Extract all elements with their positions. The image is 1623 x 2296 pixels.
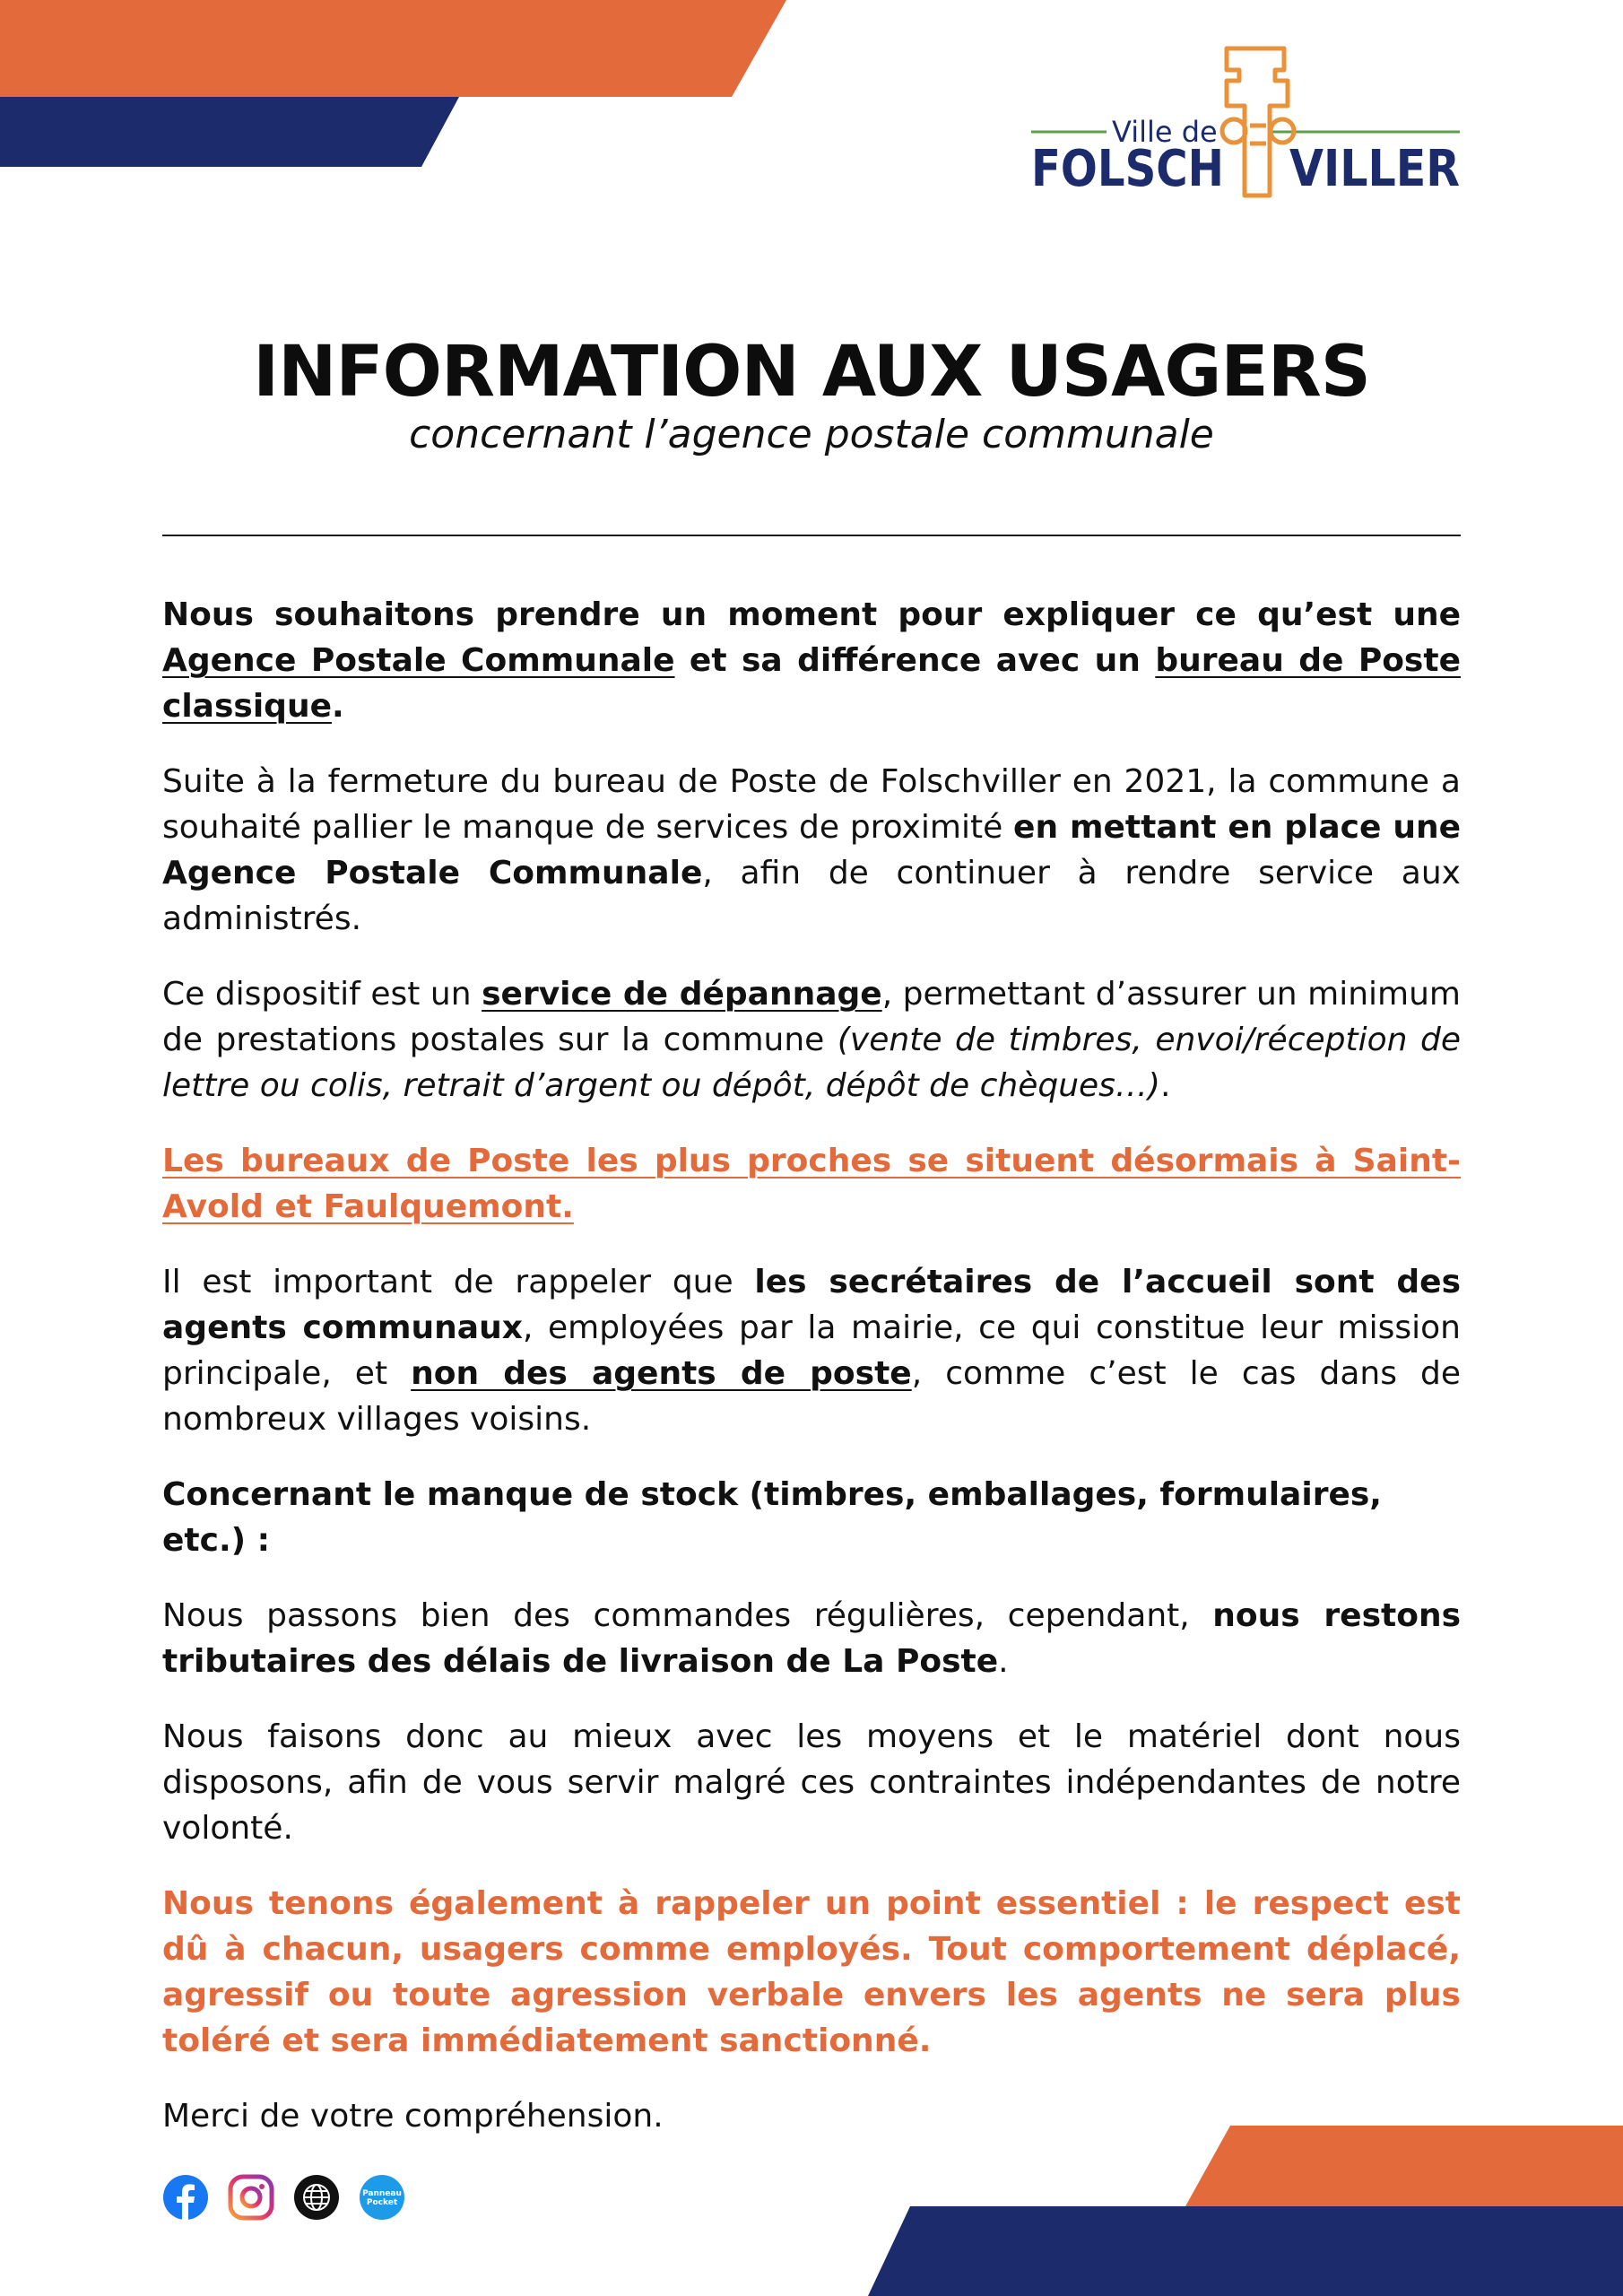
page-title: INFORMATION AUX USAGERS: [253, 332, 1370, 413]
logo-name-left: FOLSCH: [1031, 140, 1224, 198]
staff-not-postal: non des agents de poste: [411, 1355, 912, 1392]
bottom-navy-band: [868, 2206, 1623, 2296]
staff-paragraph: [162, 1259, 1461, 1442]
social-links: [162, 2174, 420, 2222]
service-text-3: .: [1159, 1067, 1171, 1104]
closure-text-2: , afin de continuer à rendre service aux administrés.: [162, 855, 1461, 937]
orders-bold: nous restons tributaires des délais de livraison de La Poste: [162, 1597, 1461, 1680]
service-list: (vente de timbres, envoi/réception de lettre ou colis, retrait d’argent ou dépôt, dépôt de chèques…): [162, 1022, 1462, 1104]
closure-text-1: Suite à la fermeture du bureau de Poste de Folschviller en 2021, la commune a souhaité pallier le manque de services de proximité: [162, 763, 1461, 846]
intro-text-3: .: [331, 688, 344, 725]
best-effort-paragraph: [162, 1714, 1461, 1851]
service-text-2: , permettant d’assurer un minimum de prestations postales sur la commune: [162, 976, 1461, 1058]
pocket-label-2: Pocket: [367, 2198, 398, 2207]
globe-icon[interactable]: [293, 2174, 340, 2221]
staff-text-2: , employées par la mairie, ce qui constitue leur mission principale, et: [162, 1309, 1461, 1392]
page-subtitle: concernant l’agence postale communale: [409, 411, 1214, 457]
stock-heading-text: Concernant le manque de stock (timbres, emballages, formulaires, etc.) :: [162, 1476, 1382, 1559]
town-logo: [1031, 45, 1462, 206]
top-left-decoration: [0, 0, 807, 179]
notice-body: [162, 592, 1461, 2169]
title-divider: [162, 535, 1461, 536]
staff-text-1: Il est important de rappeler que: [162, 1264, 755, 1300]
headframe-icon: [1222, 48, 1294, 196]
orders-paragraph: [162, 1593, 1461, 1684]
logo-prefix: Ville de: [1112, 115, 1218, 149]
title-block: [0, 332, 1623, 459]
service-paragraph: [162, 971, 1461, 1109]
intro-agence-postale: Agence Postale Communale: [162, 642, 675, 679]
thanks-paragraph: [162, 2093, 1461, 2139]
respect-paragraph: [162, 1881, 1461, 2064]
orders-text-1: Nous passons bien des commandes régulières, cependant,: [162, 1597, 1213, 1634]
staff-bold: les secrétaires de l’accueil sont des agents communaux: [162, 1264, 1461, 1346]
intro-bureau-poste: bureau de Poste classique: [162, 642, 1461, 725]
pocket-label-1: Panneau: [362, 2189, 403, 2198]
panneaupocket-icon[interactable]: [359, 2174, 405, 2221]
nearest-offices-paragraph: [162, 1138, 1461, 1230]
top-orange-band: [0, 0, 786, 97]
respect-text: Nous tenons également à rappeler un point essentiel : le respect est dû à chacun, usagers comme employés. Tout comportement déplacé, agressif ou toute agression verbale envers les agents ne sera plus toléré et sera immédiatement sanctionné.: [162, 1885, 1461, 2059]
intro-paragraph: [162, 592, 1461, 729]
service-depannage: service de dépannage: [482, 976, 882, 1013]
closure-paragraph: [162, 759, 1461, 942]
orders-text-2: .: [998, 1643, 1009, 1680]
service-text-1: Ce dispositif est un: [162, 976, 482, 1013]
thanks-text: Merci de votre compréhension.: [162, 2098, 664, 2135]
stock-heading: [162, 1472, 1461, 1563]
closure-bold: en mettant en place une Agence Postale Communale: [162, 809, 1461, 891]
top-navy-band: [0, 97, 459, 167]
facebook-icon[interactable]: [162, 2174, 209, 2221]
nearest-offices-text: Les bureaux de Poste les plus proches se situent désormais à Saint-Avold et Faulquemont.: [162, 1143, 1461, 1225]
staff-text-3: , comme c’est le cas dans de nombreux villages voisins.: [162, 1355, 1461, 1438]
logo-name-right: VILLER: [1289, 140, 1460, 198]
intro-text-2: et sa différence avec un: [674, 642, 1156, 679]
best-effort-text: Nous faisons donc au mieux avec les moyens et le matériel dont nous disposons, afin de vous servir malgré ces contraintes indépendantes de notre volonté.: [162, 1718, 1461, 1847]
intro-text-1: Nous souhaitons prendre un moment pour expliquer ce qu’est une: [162, 596, 1461, 633]
instagram-icon[interactable]: [228, 2174, 274, 2221]
